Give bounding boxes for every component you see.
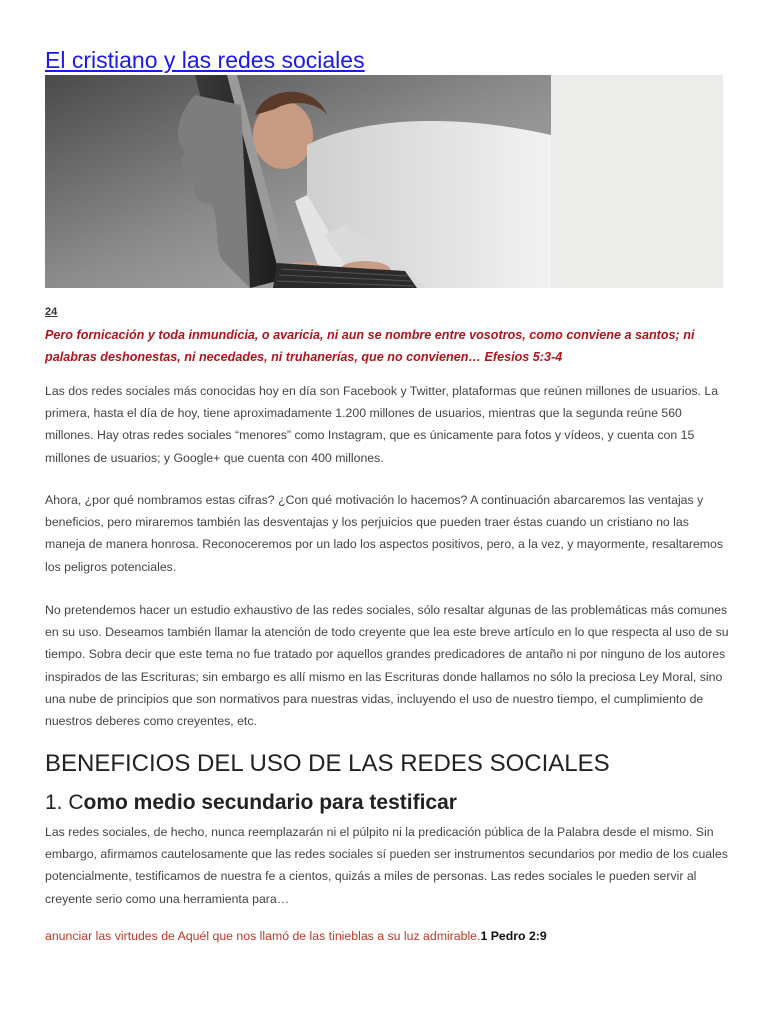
- section-heading: BENEFICIOS DEL USO DE LAS REDES SOCIALES: [45, 750, 610, 777]
- hero-photo: [45, 75, 551, 288]
- subsection-heading: [45, 791, 457, 815]
- epigraph-verse: Pero fornicación y toda inmundicia, o avaricia, ni aun se nombre entre vosotros, como conviene a santos; ni palabras deshonestas, ni necedades, ni truhanerías, que no convienen… Efesios 5:3-4: [45, 328, 695, 364]
- intro-paragraph-3: No pretendemos hacer un estudio exhaustivo de las redes sociales, sólo resaltar algunas de las problemáticas más comunes en su uso. Deseamos también llamar la atención de todo creyente que lea este breve artículo en lo que respecta al uso de su tiempo. Sobra decir que este tema no fue tratado por aquellos grandes predicadores de antaño ni por ninguno de los autores inspirados de las Escrituras; sin embargo es allí mismo en las Escrituras donde hallamos no sólo la preciosa Ley Moral, sino una nube de principios que son normativos para nuestras vidas, incluyendo el uso de nuestro tiempo, el cumplimiento de nuestros deberes como creyentes, etc.: [45, 603, 729, 729]
- scripture-quote: [45, 929, 547, 943]
- article-title-link[interactable]: El cristiano y las redes sociales: [45, 47, 365, 73]
- scripture-quote-text: anunciar las virtudes de Aquél que nos llamó de las tinieblas a su luz admirable.: [45, 929, 481, 943]
- hero-illustration: [45, 75, 551, 288]
- footnote-reference-link[interactable]: 24: [45, 306, 58, 318]
- article-hero-image: [45, 75, 723, 288]
- subsection-title: omo medio secundario para testificar: [83, 791, 457, 814]
- intro-paragraph-1: Las dos redes sociales más conocidas hoy en día son Facebook y Twitter, plataformas que reúnen millones de usuarios. La primera, hasta el día de hoy, tiene aproximadamente 1.200 millones de usuarios, mientras que la segunda reúne 560 millones. Hay otras redes sociales “menores” como Instagram, que es únicamente para fotos y vídeos, y cuenta con 15 millones de usuarios; y Google+ que cuenta con 400 millones.: [45, 384, 719, 465]
- section-paragraph: Las redes sociales, de hecho, nunca reemplazarán ni el púlpito ni la predicación pública de la Palabra desde el mismo. Sin embargo, afirmamos cautelosamente que las redes sociales sí pueden ser instrumentos secundarios por medio de los cuales potencialmente, testificamos de nuestra fe a cientos, quizás a miles de personas. Las redes sociales le pueden servir al creyente serio como una herramienta para…: [45, 825, 728, 906]
- subsection-number: 1. C: [45, 791, 84, 814]
- scripture-quote-reference: 1 Pedro 2:9: [480, 929, 547, 943]
- intro-paragraph-2: Ahora, ¿por qué nombramos estas cifras? ¿Con qué motivación lo hacemos? A continuación abarcaremos las ventajas y beneficios, pero miraremos también las desventajas y los perjuicios que pueden traer éstas cuando un cristiano no las maneja de manera honrosa. Reconoceremos por un lado los aspectos positivos, pero, a la vez, y mayormente, resaltaremos los peligros potenciales.: [45, 493, 724, 574]
